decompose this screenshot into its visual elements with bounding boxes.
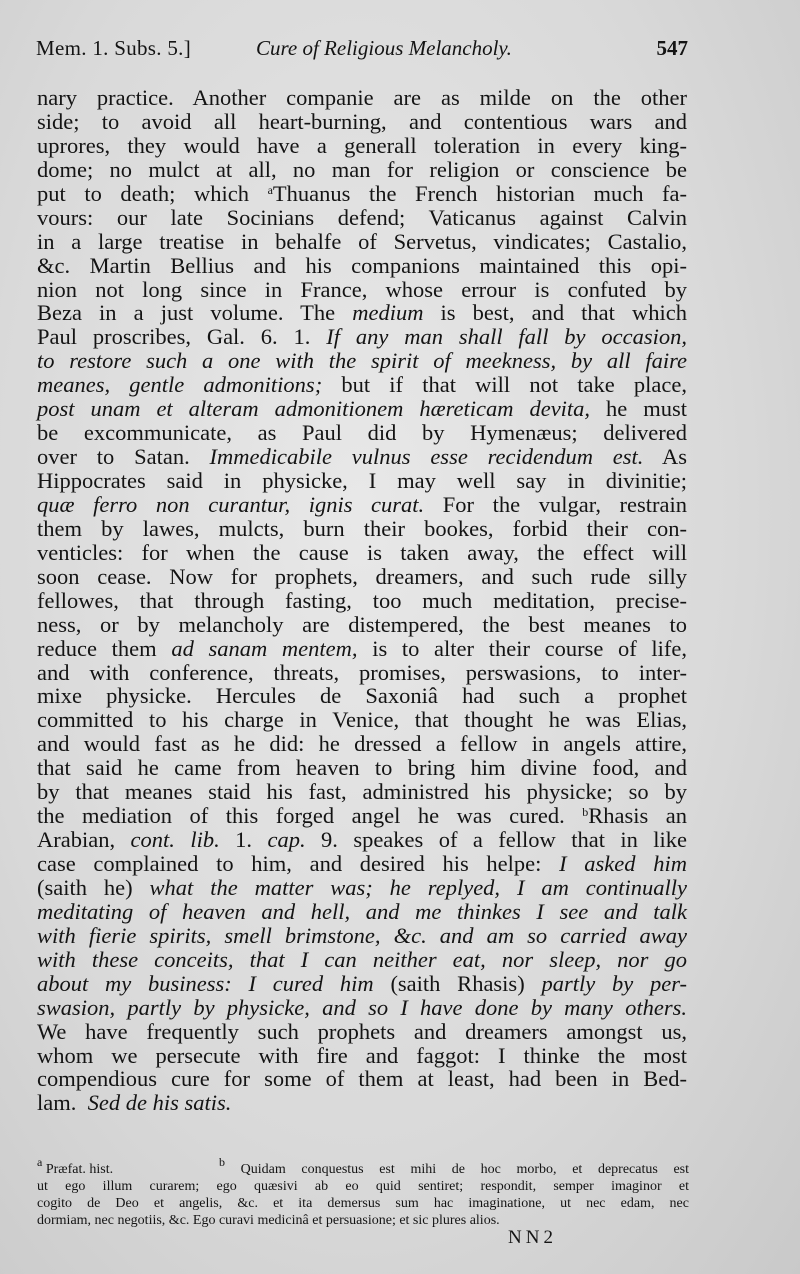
- text-line: that said he came from heaven to bring him divine food, and: [37, 755, 687, 781]
- text-line: in a large treatise in behalfe of Servetus, vindicates; Castalio,: [37, 228, 687, 254]
- footnote-a: $^a$ Præfat. hist.: [37, 1155, 114, 1177]
- text-line: Beza in a just volume. The medium is best, and that which: [37, 300, 687, 326]
- text-line: be excommunicate, as Paul did by Hymenæus; delivered: [37, 420, 687, 446]
- text-line: to restore such a one with the spirit of meekness, by all faire: [37, 348, 687, 374]
- text-line: with fierie spirits, smell brimstone, &c. and am so carried away: [37, 922, 687, 948]
- text-line: dome; no mulct at all, no man for religion or conscience be: [37, 156, 687, 182]
- text-line: &c. Martin Bellius and his companions maintained this opi-: [37, 252, 687, 278]
- text-line: Hippocrates said in physicke, I may well say in divinitie;: [37, 468, 687, 493]
- text-line: reduce them ad sanam mentem, is to alter their course of life,: [37, 635, 688, 661]
- text-line: mixe physicke. Hercules de Saxoniâ had such a prophet: [37, 683, 687, 709]
- text-line: put to death; which $^a$Thuanus the French historian much fa-: [37, 180, 688, 206]
- footnote-line: $^a$ Præfat. hist. $^b$ Quidam conquestus est mihi de hoc morbo, et deprecatus est: [37, 1155, 690, 1177]
- footnotes: [37, 1155, 690, 1229]
- text-line: (saith he) what the matter was; he replyed, I am continually: [37, 874, 687, 900]
- page-number: 547: [656, 36, 688, 60]
- text-line: nion not long since in France, whose errour is confuted by: [37, 276, 687, 302]
- running-header: [36, 30, 688, 66]
- section-reference: Mem. 1. Subs. 5.]: [36, 36, 192, 60]
- text-line: Arabian, cont. lib. 1. cap. 9. speakes of a fellow that in like: [37, 827, 688, 853]
- text-line: the mediation of this forged angel he was cured. $^b$Rhasis an: [37, 803, 688, 829]
- text-line: them by lawes, mulcts, burn their bookes, forbid their con-: [37, 515, 687, 541]
- text-line: whom we persecute with fire and faggot: I thinke the most: [37, 1042, 687, 1068]
- text-line: side; to avoid all heart-burning, and contentious wars and: [37, 108, 687, 134]
- text-line: swasion, partly by physicke, and so I have done by many others.: [37, 994, 687, 1020]
- text-line: case complained to him, and desired his helpe: I asked him: [37, 851, 687, 876]
- text-line: We have frequently such prophets and dreamers amongst us,: [37, 1018, 687, 1044]
- text-line: meditating of heaven and hell, and me thinkes I see and talk: [37, 898, 687, 924]
- text-line: venticles: for when the cause is taken away, the effect will: [37, 539, 687, 565]
- footnote-b-marker: b: [219, 1155, 225, 1169]
- text-line: over to Satan. Immedicabile vulnus esse recidendum est. As: [37, 444, 688, 470]
- footnote-marker-a: a: [267, 182, 273, 197]
- text-line: by that meanes staid his fast, administred his physicke; so by: [37, 779, 687, 805]
- text-line: quæ ferro non curantur, ignis curat. For the vulgar, restrain: [37, 491, 688, 517]
- text-line: with these conceits, that I can neither eat, nor sleep, nor go: [37, 946, 687, 972]
- text-line: lam. Sed de his satis.: [37, 1090, 232, 1116]
- footnote-line: ut ego illum curarem; ego quæsivi ab eo quid sentiret; respondit, semper imaginor et: [37, 1179, 689, 1194]
- footnote-marker-b: b: [582, 805, 589, 820]
- main-text: [37, 86, 687, 1115]
- text-line: meanes, gentle admonitions; but if that will not take place,: [37, 372, 687, 398]
- text-line: vours: our late Socinians defend; Vaticanus against Calvin: [37, 204, 687, 230]
- text-line: about my business: I cured him (saith Rhasis) partly by per-: [37, 970, 687, 996]
- text-line: committed to his charge in Venice, that thought he was Elias,: [37, 707, 687, 733]
- printer-signature: NN2: [508, 1227, 557, 1248]
- text-line: and would fast as he did: he dressed a fellow in angels attire,: [37, 731, 687, 757]
- text-line: uprores, they would have a generall toleration in every king-: [37, 132, 687, 158]
- text-line: ness, or by melancholy are distempered, the best meanes to: [37, 611, 687, 637]
- text-line: and with conference, threats, promises, perswasions, to inter-: [37, 659, 687, 685]
- text-line: soon cease. Now for prophets, dreamers, and such rude silly: [37, 563, 687, 589]
- text-line: compendious cure for some of them at least, had been in Bed-: [37, 1066, 687, 1092]
- text-line: Paul proscribes, Gal. 6. 1. If any man shall fall by occasion,: [37, 324, 687, 350]
- footnote-line: cogito de Deo et angelis, &c. et ita demersus sum hac imaginatione, ut nec edam, nec: [37, 1196, 689, 1211]
- text-line: post unam et alteram admonitionem hæreticam devita, he must: [37, 396, 688, 422]
- text-line: nary practice. Another companie are as milde on the other: [37, 85, 687, 110]
- footnote-line: dormiam, nec negotiis, &c. Ego curavi medicinâ et persuasione; et sic plures alios.: [37, 1213, 500, 1228]
- text-line: fellowes, that through fasting, too much meditation, precise-: [37, 587, 687, 613]
- running-title: Cure of Religious Melancholy.: [256, 36, 512, 60]
